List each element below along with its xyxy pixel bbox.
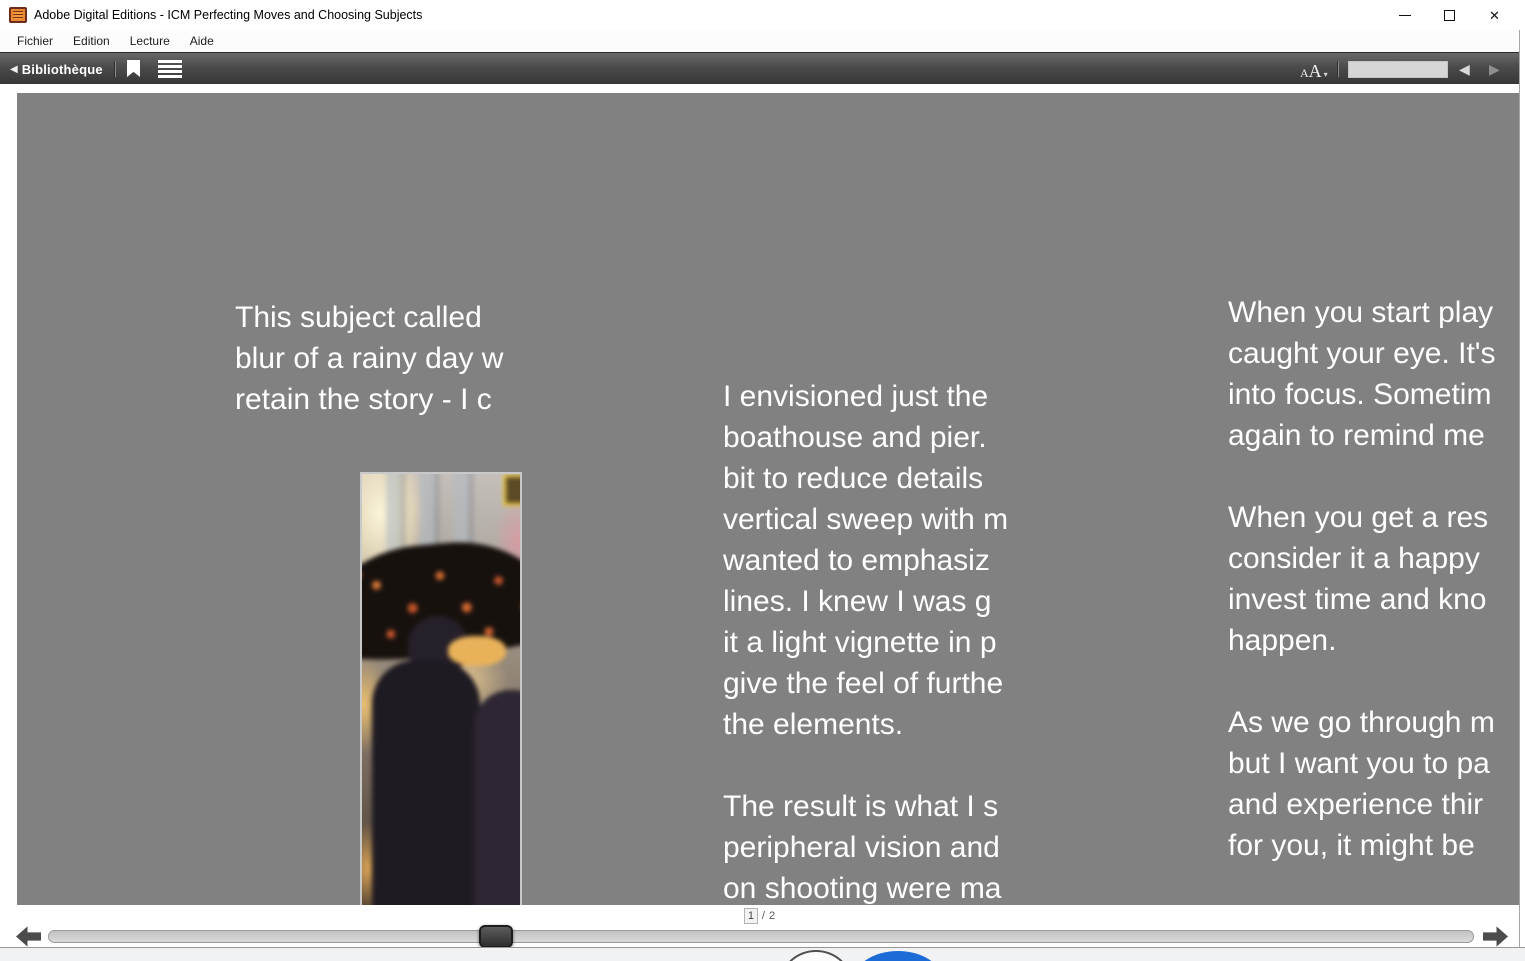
text-line: give the feel of furthe — [723, 667, 1004, 700]
text-column-right — [1228, 292, 1519, 905]
text-line: boathouse and pier. — [723, 421, 987, 454]
menu-lecture[interactable]: Lecture — [129, 34, 170, 48]
text-line: As we go through m — [1228, 706, 1495, 739]
font-size-large-label: A — [1308, 61, 1322, 81]
text-line: but I want you to pa — [1228, 747, 1490, 780]
library-back-button[interactable] — [10, 53, 103, 85]
page-slider-handle[interactable] — [479, 925, 513, 948]
book-page — [17, 93, 1519, 905]
book-photo-rainy-umbrella — [360, 472, 522, 905]
photo-scarf-highlight — [448, 636, 506, 666]
paragraph — [723, 786, 1031, 905]
close-icon: ✕ — [1489, 7, 1500, 23]
title-bar — [0, 0, 1525, 30]
total-pages-label: 2 — [768, 910, 776, 922]
text-line: bit to reduce details — [723, 462, 984, 495]
chevron-down-icon: ▾ — [1323, 70, 1328, 79]
reading-position-box[interactable] — [1348, 61, 1448, 78]
menu-bar — [0, 30, 1519, 52]
menu-edition[interactable]: Edition — [73, 34, 110, 48]
bottom-navigation-bar — [0, 905, 1519, 947]
table-of-contents-icon — [158, 60, 182, 78]
text-line: vertical sweep with m — [723, 503, 1009, 536]
text-line: and experience thir — [1228, 788, 1484, 821]
paragraph — [1228, 497, 1519, 661]
text-line: into focus. Sometim — [1228, 378, 1492, 411]
reader-toolbar — [0, 52, 1519, 84]
photo-second-figure — [474, 690, 522, 905]
text-line: blur of a rainy day w — [235, 342, 504, 375]
previous-page-arrow-button[interactable] — [16, 925, 41, 948]
text-line: consider it a happy — [1228, 542, 1480, 575]
text-line: When you start play — [1228, 296, 1494, 329]
minimize-button[interactable] — [1382, 0, 1427, 30]
text-line: wanted to emphasiz — [723, 544, 990, 577]
window-border — [1519, 30, 1520, 947]
toolbar-divider — [1338, 61, 1339, 77]
text-line: I envisioned just the — [723, 380, 989, 413]
adobe-digital-editions-logo-icon — [9, 7, 27, 23]
text-line: retain the story - I c — [235, 383, 492, 416]
toolbar-divider — [115, 61, 116, 77]
font-size-small-label: A — [1300, 66, 1309, 80]
text-line: When you get a res — [1228, 501, 1489, 534]
text-line: happen. — [1228, 624, 1337, 657]
window-title: Adobe Digital Editions - ICM Perfecting Moves and Choosing Subjects — [34, 8, 423, 22]
library-back-label: Bibliothèque — [21, 61, 103, 77]
background-gray-circle — [781, 950, 851, 961]
menu-fichier[interactable]: Fichier — [17, 34, 54, 48]
text-line: it a light vignette in p — [723, 626, 997, 659]
page-indicator — [0, 908, 1519, 924]
text-column-left — [235, 297, 526, 432]
font-size-button[interactable] — [1300, 58, 1328, 82]
text-column-middle — [723, 376, 1031, 905]
minimize-icon — [1399, 15, 1411, 16]
text-line: caught your eye. It's — [1228, 337, 1496, 370]
text-line: The result is what I s — [723, 790, 999, 823]
bookmark-icon — [127, 60, 140, 77]
next-page-arrow-button[interactable] — [1483, 925, 1508, 948]
close-button[interactable] — [1472, 0, 1517, 30]
table-of-contents-button[interactable] — [158, 60, 182, 78]
paragraph — [1228, 292, 1519, 456]
bookmark-button[interactable] — [127, 60, 141, 78]
next-page-toolbar-button[interactable]: ▶ — [1489, 61, 1500, 77]
text-line: the elements. — [723, 708, 904, 741]
window-controls — [1382, 0, 1517, 30]
page-separator: / — [761, 910, 765, 922]
text-line: lines. I knew I was g — [723, 585, 992, 618]
maximize-icon — [1444, 10, 1455, 21]
paragraph — [1228, 702, 1519, 866]
background-window-strip — [0, 947, 1525, 961]
photo-blurred-scene — [360, 472, 522, 905]
previous-page-toolbar-button[interactable]: ◀ — [1459, 61, 1470, 77]
background-blue-circle — [852, 951, 944, 961]
text-line: This subject called — [235, 301, 482, 334]
photo-person-body — [372, 660, 480, 905]
menu-aide[interactable]: Aide — [189, 34, 214, 48]
text-line: peripheral vision and — [723, 831, 1000, 864]
current-page-input[interactable]: 1 — [744, 908, 758, 924]
back-arrow-icon: ◀ — [10, 63, 18, 75]
text-line: on shooting were ma — [723, 872, 1002, 905]
photo-yellow-sign — [503, 474, 522, 506]
page-slider-track[interactable] — [48, 930, 1474, 943]
paragraph — [235, 297, 526, 420]
maximize-button[interactable] — [1427, 0, 1472, 30]
paragraph — [723, 376, 1031, 745]
text-line: invest time and kno — [1228, 583, 1487, 616]
text-line: again to remind me — [1228, 419, 1485, 452]
text-line: for you, it might be — [1228, 829, 1475, 862]
